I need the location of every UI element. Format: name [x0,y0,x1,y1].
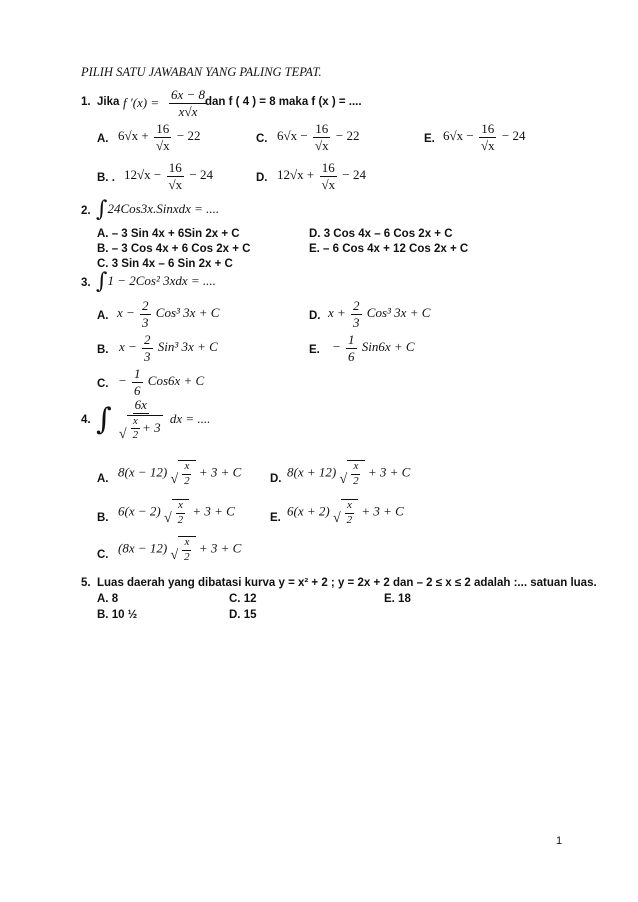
q1-option-c-label: C. [256,133,268,145]
q1-option-b: 12√x − $\frac{16}{√x}$ − 24 [124,160,213,192]
q2-number: 2. [81,205,91,217]
q1-f-numerator: 6x − 8 [171,87,206,102]
q5-option-d: D. 15 [229,609,257,621]
q3-option-a: x − $\frac{2}{3}$ Cos³ 3x + C [117,298,220,330]
q1-number: 1. [81,96,91,108]
q3-integral: ∫1 − 2Cos² 3xdx = .... [96,269,216,294]
q1-option-d: 12√x + $\frac{16}{√x}$ − 24 [277,160,366,192]
q4-option-a: 8(x − 12) √ $\frac{x}{2}$ + 3 + C [118,460,242,488]
instruction-heading: PILIH SATU JAWABAN YANG PALING TEPAT. [81,65,322,79]
q2-option-d: D. 3 Cos 4x – 6 Cos 2x + C [309,228,453,240]
integral-sign-icon: ∫ [96,197,108,222]
q2-option-e: E. – 6 Cos 4x + 12 Cos 2x + C [309,243,469,255]
q2-option-c: C. 3 Sin 4x – 6 Sin 2x + C [97,258,233,270]
q3-option-c-label: C. [97,378,109,390]
q4-option-e: 6(x + 2) √ $\frac{x}{2}$ + 3 + C [287,499,404,527]
q1-option-b-label: B. . [97,172,115,184]
q4-option-e-label: E. [270,512,281,524]
q4-number: 4. [81,414,91,426]
q4-option-a-label: A. [97,473,109,485]
q1-function-fraction [167,88,209,118]
q2-integral: ∫24Cos3x.Sinxdx = .... [96,197,220,222]
q5-question-text: Luas daerah yang dibatasi kurva y = x² + 2 ; y = 2x + 2 dan – 2 ≤ x ≤ 2 adalah :... satuan luas. [97,577,597,589]
q3-option-d-label: D. [309,310,321,322]
q3-option-b: x − $\frac{2}{3}$ Sin³ 3x + C [119,332,218,364]
q1-option-d-label: D. [256,172,268,184]
q3-option-b-label: B. [97,344,109,356]
q3-option-e-label: E. [309,344,320,356]
q1-option-c: 6√x − $\frac{16}{√x}$ − 22 [277,121,360,153]
q4-option-b: 6(x − 2) √ $\frac{x}{2}$ + 3 + C [118,499,235,527]
q4-option-c: (8x − 12) √ $\frac{x}{2}$ + 3 + C [118,536,242,564]
q1-condition: dan f ( 4 ) = 8 maka f (x ) = .... [205,96,362,108]
q4-option-d: 8(x + 12) √ $\frac{x}{2}$ + 3 + C [287,460,411,488]
q1-option-a: 6√x + $\frac{16}{√x}$ − 22 [118,121,201,153]
q3-option-c: − $\frac{1}{6}$ Cos6x + C [118,366,205,398]
q3-option-a-label: A. [97,310,109,322]
integral-sign-icon: ∫ [96,269,108,294]
q5-option-c: C. 12 [229,593,257,605]
q1-option-a-label: A. [97,133,109,145]
q4-integral: ∫ 6x √ $\frac{x}{2}$ + 3 dx = .... [96,397,211,442]
q1-jika: Jika [97,96,120,108]
q1-f-denominator: x√x [178,103,198,119]
q3-option-e: − $\frac{1}{6}$ Sin6x + C [332,332,415,364]
q4-option-d-label: D. [270,473,282,485]
q2-option-a: A. – 3 Sin 4x + 6Sin 2x + C [97,228,240,240]
q4-option-b-label: B. [97,512,109,524]
q1-function-label: f ′(x) = [123,95,160,110]
q5-option-b: B. 10 ½ [97,609,138,621]
q5-option-e: E. 18 [384,593,411,605]
q2-option-b: B. – 3 Cos 4x + 6 Cos 2x + C [97,243,251,255]
q3-option-d: x + $\frac{2}{3}$ Cos³ 3x + C [328,298,431,330]
q4-option-c-label: C. [97,549,109,561]
page-number: 1 [556,835,563,847]
q5-option-a: A. 8 [97,593,119,605]
integral-sign-icon: ∫ [96,401,112,437]
q1-option-e-label: E. [424,133,435,145]
q3-number: 3. [81,277,91,289]
q1-option-e: 6√x − $\frac{16}{√x}$ − 24 [443,121,526,153]
q5-number: 5. [81,577,91,589]
